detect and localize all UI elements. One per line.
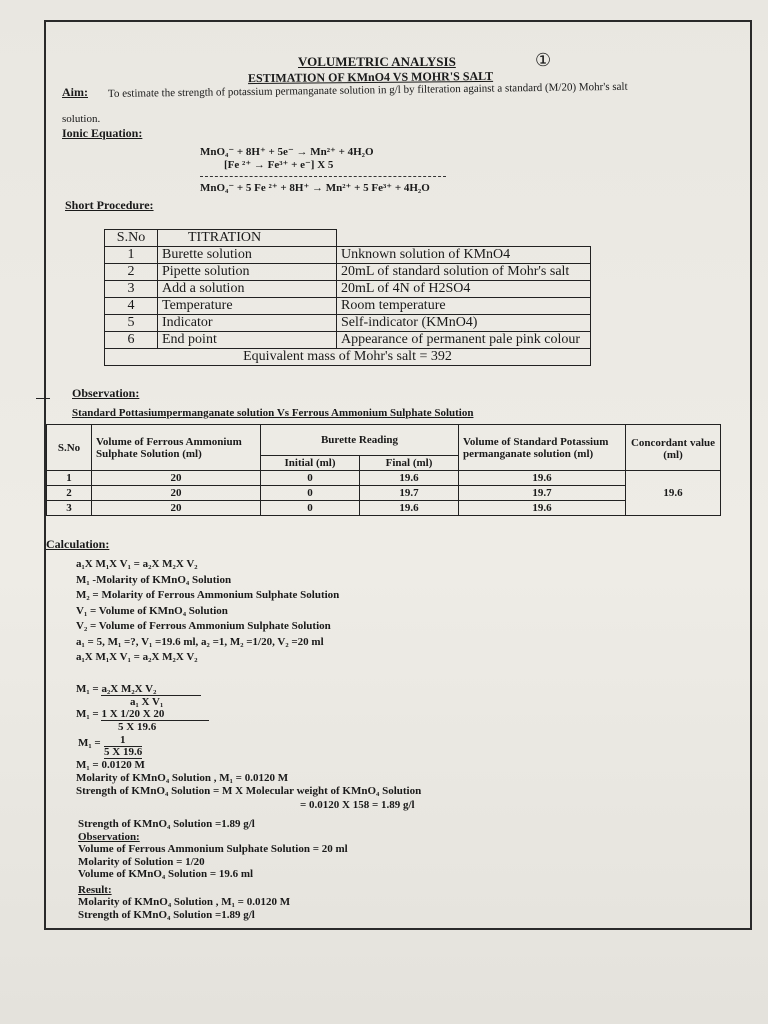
calc-line: M₁ -Molarity of KMnO₄ Solution: [76, 573, 232, 586]
doc-subtitle: ESTIMATION OF KMnO4 VS MOHR'S SALT: [247, 68, 494, 86]
ionic-eq-2: [Fe ²⁺ → Fe³⁺ + e⁻] X 5: [224, 159, 334, 171]
titration-head-title: TITRATION: [158, 230, 337, 247]
table-row: 1 Burette solution Unknown solution of KMnO4: [105, 247, 591, 264]
worksheet-page: VOLUMETRIC ANALYSIS ESTIMATION OF KMnO4 VS MOHR'S SALT ① Aim: To estimate the strength of potassium permanganate solution in g/l by filteration against a standard (M/20) Mohr's salt solution. Ionic Equation: MnO₄⁻ + 8H⁺ + 5e⁻ → Mn²⁺ + 4H₂O [Fe ²⁺ → Fe³⁺ + e⁻] X 5 MnO₄⁻ + 5 Fe ²⁺ + 8H⁺ → Mn²⁺ + 5 Fe³⁺ + 4H₂O Short Procedure: S.No TITRATION 1 Burette solution Unknown solution of KMnO4 2 Pipette solution 20mL of standard solution of Mohr's salt 3 Add a solution 20mL of 4N of H2SO4 4 Temperature Room temperature 5 Indicator Self-indicator (KMnO4) 6 End point Appearance of permanent pale pink colour Equivalent mass of Mohr's salt = 392 Observation: Standard Pottasiumpermanganate solution Vs Ferrous Ammonium Sulphate Solution S.No Volume of Ferrous Ammonium Sulphate Solution (ml) Burette Reading Volume of Standard Potassium permanganate solution (ml) Concordant value (ml) Initial (ml) Final (ml) 1 20 0 19.6 19.6 19.6 2 20 0 19.7 19.7 3 20 0 19.6 19.6 Calculation: a₁X M₁X V₁ = a₂X M₂X V₂ M₁ -Molarity of KMnO₄ Solution M₂ = Molarity of Ferrous Ammonium Sulphate Solution V₁ = Volume of KMnO₄ Solution V₂ = Volume of Ferrous Ammonium Sulphate Solution a₁ = 5, M₁ =?, V₁ =19.6 ml, a₂ =1, M₂ =1/20, V₂ =20 ml a₁X M₁X V₁ = a₂X M₂X V₂ M₁ = a₂X M₂X V₂ a₁ X V₁ M₁ = 1 X 1/20 X 20 5 X 19.6 M₁ = 1 5 X 19.6 M₁ = 0.0120 M Molarity of KMnO₄ Solution , M₁ = 0.0120 M Strength of KMnO₄ Solution = M X Molecular weight of KMnO₄ Solution = 0.0120 X 158 = 1.89 g/l Strength of KMnO₄ Solution =1.89 g/l Observation: Volume of Ferrous Ammonium Sulphate Solution = 20 ml Molarity of Solution = 1/20 Volume of KMnO₄ Solution = 19.6 ml Result: Molarity of KMnO₄ Solution , M₁ = 0.0120 M Strength of KMnO₄ Solution =1.89 g/l: [0, 0, 768, 1024]
equation-divider: [200, 176, 446, 177]
observation2-label: Observation:: [78, 831, 140, 843]
table-row: [105, 349, 591, 366]
table-row: 5 Indicator Self-indicator (KMnO4): [105, 315, 591, 332]
calculation-block: [76, 557, 339, 666]
strength-line: Strength of KMnO₄ Solution =1.89 g/l: [78, 818, 255, 830]
titration-table: [104, 229, 591, 366]
col-vol-std: Volume of Standard Potassium permanganate solution (ml): [459, 425, 626, 471]
col-burette: Burette Reading: [261, 425, 459, 456]
calc-line: a₁X M₁X V₁ = a₂X M₂X V₂: [76, 651, 198, 663]
strength-calc: = 0.0120 X 158 = 1.89 g/l: [300, 799, 415, 811]
observation-label: Observation:: [72, 386, 140, 400]
calc-line: V₁ = Volume of KMnO₄ Solution: [76, 604, 228, 617]
titration-head-sno: S.No: [105, 230, 158, 247]
col-final: Final (ml): [360, 456, 459, 471]
fraction-2: M₁ = 1 X 1/20 X 20: [76, 708, 209, 721]
table-row: 2 Pipette solution 20mL of standard solution of Mohr's salt: [105, 264, 591, 281]
aim-text-cont: solution.: [62, 113, 101, 125]
equivalent-mass-footer: Equivalent mass of Mohr's salt = 392: [105, 349, 591, 366]
table-row: 3 20 0 19.6 19.6: [47, 501, 721, 516]
handwritten-circle-mark: ①: [535, 50, 552, 70]
table-row: 6 End point Appearance of permanent pale pink colour: [105, 332, 591, 349]
observation-table-title: Standard Pottasiumpermanganate solution Vs Ferrous Ammonium Sulphate Solution: [72, 407, 474, 419]
table-row: 2 20 0 19.7 19.7: [47, 486, 721, 501]
ionic-eq-3: MnO₄⁻ + 5 Fe ²⁺ + 8H⁺ → Mn²⁺ + 5 Fe³⁺ + 4H₂O: [200, 182, 430, 194]
col-concordant: Concordant value (ml): [626, 425, 721, 471]
ionic-eq-1: MnO₄⁻ + 8H⁺ + 5e⁻ → Mn²⁺ + 4H₂O: [200, 146, 374, 158]
procedure-label: Short Procedure:: [65, 198, 154, 212]
calculation-label: Calculation:: [46, 537, 110, 551]
calculation-results: M₁ = 0.0120 M Molarity of KMnO₄ Solution , M₁ = 0.0120 M Strength of KMnO₄ Solution = M X Molecular weight of KMnO₄ Solution: [76, 759, 422, 797]
calc-line: a₁ = 5, M₁ =?, V₁ =19.6 ml, a₂ =1, M₂ =1/20, V₂ =20 ml: [76, 635, 324, 648]
calc-line: V₂ = Volume of Ferrous Ammonium Sulphate Solution: [76, 620, 331, 632]
result-block: Molarity of KMnO₄ Solution , M₁ = 0.0120 M Strength of KMnO₄ Solution =1.89 g/l: [78, 896, 291, 921]
calc-line: a₁X M₁X V₁ = a₂X M₂X V₂: [76, 558, 198, 570]
table-row: [105, 230, 591, 247]
margin-dash: [36, 398, 50, 399]
calc-line: M₂ = Molarity of Ferrous Ammonium Sulphate Solution: [76, 589, 340, 601]
fraction-1: M₁ = a₂X M₂X V₂: [76, 683, 201, 696]
result-label: Result:: [78, 884, 112, 896]
col-vol-ferrous: Volume of Ferrous Ammonium Sulphate Solution (ml): [92, 425, 261, 471]
doc-title: VOLUMETRIC ANALYSIS: [298, 54, 456, 69]
concordant-value: 19.6: [626, 471, 721, 516]
col-sno: S.No: [47, 425, 92, 471]
table-row: 3 Add a solution 20mL of 4N of H2SO4: [105, 281, 591, 298]
ionic-equation-label: Ionic Equation:: [62, 126, 143, 140]
table-row: [47, 425, 721, 456]
aim-label: Aim:: [62, 85, 88, 99]
observation-table: [46, 424, 721, 516]
observation2-block: Volume of Ferrous Ammonium Sulphate Solution = 20 ml Molarity of Solution = 1/20 Volume of KMnO₄ Solution = 19.6 ml: [78, 843, 348, 880]
aim-text: To estimate the strength of potassium permanganate solution in g/l by filteration against a standard (M/20) Mohr's salt: [107, 80, 628, 100]
table-row: 1 20 0 19.6 19.6 19.6: [47, 471, 721, 486]
col-initial: Initial (ml): [261, 456, 360, 471]
table-row: 4 Temperature Room temperature: [105, 298, 591, 315]
